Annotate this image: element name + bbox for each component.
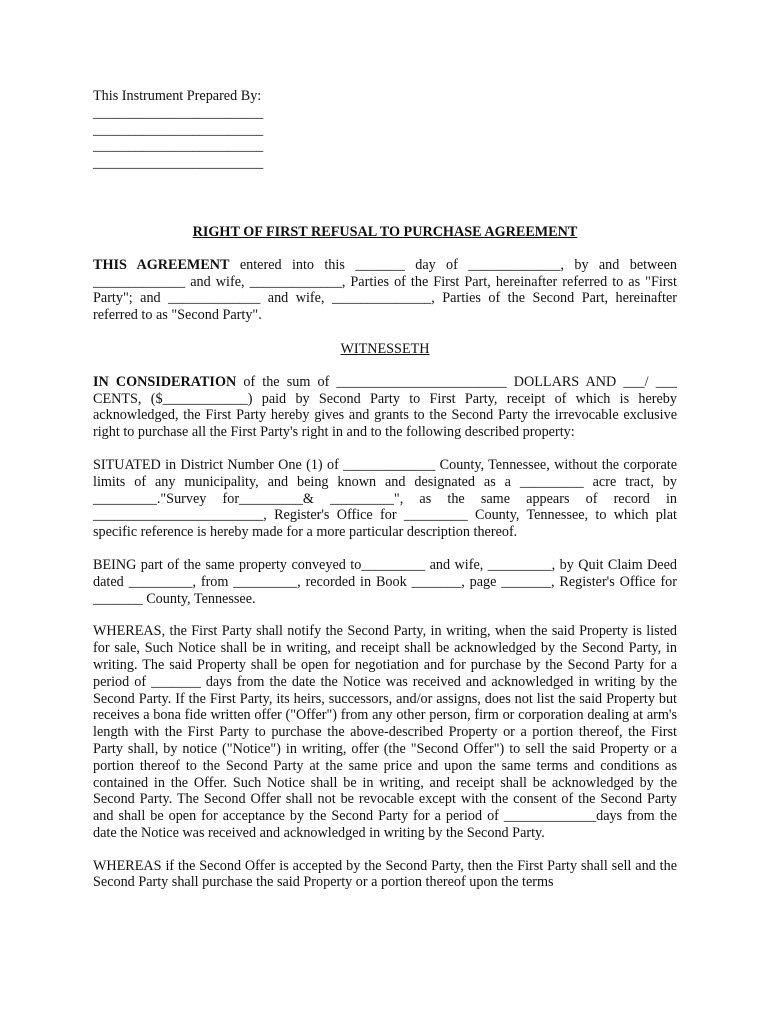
whereas-notice-paragraph: WHEREAS, the First Party shall notify the Second Party, in writing, when the said Property is listed for sale, Such Notice shall be in writing, and receipt shall be acknowledged by the Second Party, in writing. The said Property shall be open for negotiation and for purchase by the Second Party for a period of _______ days from the date the Notice was received and acknowledged in writing by the Second Party. If the First Party, its heirs, successors, and/or assigns, does not list the said Property but receives a bona fide written offer ("Offer") from any other person, firm or corporation dealing at arm's length with the First Party to purchase the above-described Property or a portion thereof, the First Party shall, by notice ("Notice") in writing, offer (the "Second Offer") to sell the said Property or a portion thereof to the Second Party at the same price and upon the same terms and conditions as contained in the Offer. Such Notice shall be in writing, and receipt shall be acknowledged by the Second Party. The Second Offer shall not be revocable except with the consent of the Second Party and shall be open for acceptance by the Second Party for a period of _____________days from the date the Notice was received and acknowledged in writing by the Second Party.	[93, 623, 677, 841]
prepared-by-label: This Instrument Prepared By:	[93, 88, 262, 104]
witnesseth-heading: WITNESSETH	[340, 340, 430, 357]
prepared-by-block	[93, 88, 677, 172]
whereas-acceptance-paragraph: WHEREAS if the Second Offer is accepted by the Second Party, then the First Party shall sell and the Second Party shall purchase the said Property or a portion thereof upon the terms	[93, 857, 677, 891]
consideration-lead: IN CONSIDERATION	[93, 373, 237, 390]
prepared-by-blank-line: ________________________	[93, 138, 264, 155]
consideration-text: of the sum of ________________________ DOLLARS AND ___/ ___ CENTS, ($____________) paid by Second Party to First Party, receipt of which is hereby acknowledged, the First Party hereby gives and grants to the Second Party the irrevocable exclusive right to purchase all the First Party's right in and to the following described property:	[93, 373, 677, 441]
consideration-paragraph	[93, 374, 677, 441]
prepared-by-blank-line: ________________________	[93, 121, 264, 138]
document-body	[93, 88, 677, 891]
document-title: RIGHT OF FIRST REFUSAL TO PURCHASE AGREEMENT	[192, 223, 578, 240]
agreement-text: entered into this _______ day of _____________, by and between _____________ and wife, _____________, Parties of the First Part, hereinafter referred to as "First Party"; and _____________ and wife, ______________, Parties of the Second Part, hereinafter referred to as "Second Party".	[93, 256, 677, 324]
prepared-by-blank-line: ________________________	[93, 155, 264, 172]
agreement-lead: THIS AGREEMENT	[93, 256, 230, 273]
agreement-paragraph	[93, 257, 677, 324]
prepared-by-blank-line: ________________________	[93, 104, 264, 121]
situated-paragraph: SITUATED in District Number One (1) of _____________ County, Tennessee, without the corporate limits of any municipality, and being known and designated as a _________ acre tract, by _________."Survey for_________& _________", as the same appears of record in ________________________, Register's Office for _________ County, Tennessee, to which plat specific reference is hereby made for a more particular description thereof.	[93, 456, 677, 541]
being-paragraph: BEING part of the same property conveyed to_________ and wife, _________, by Quit Claim Deed dated _________, from _________, recorded in Book _______, page _______, Register's Office for _______ County, Tennessee.	[93, 556, 677, 607]
